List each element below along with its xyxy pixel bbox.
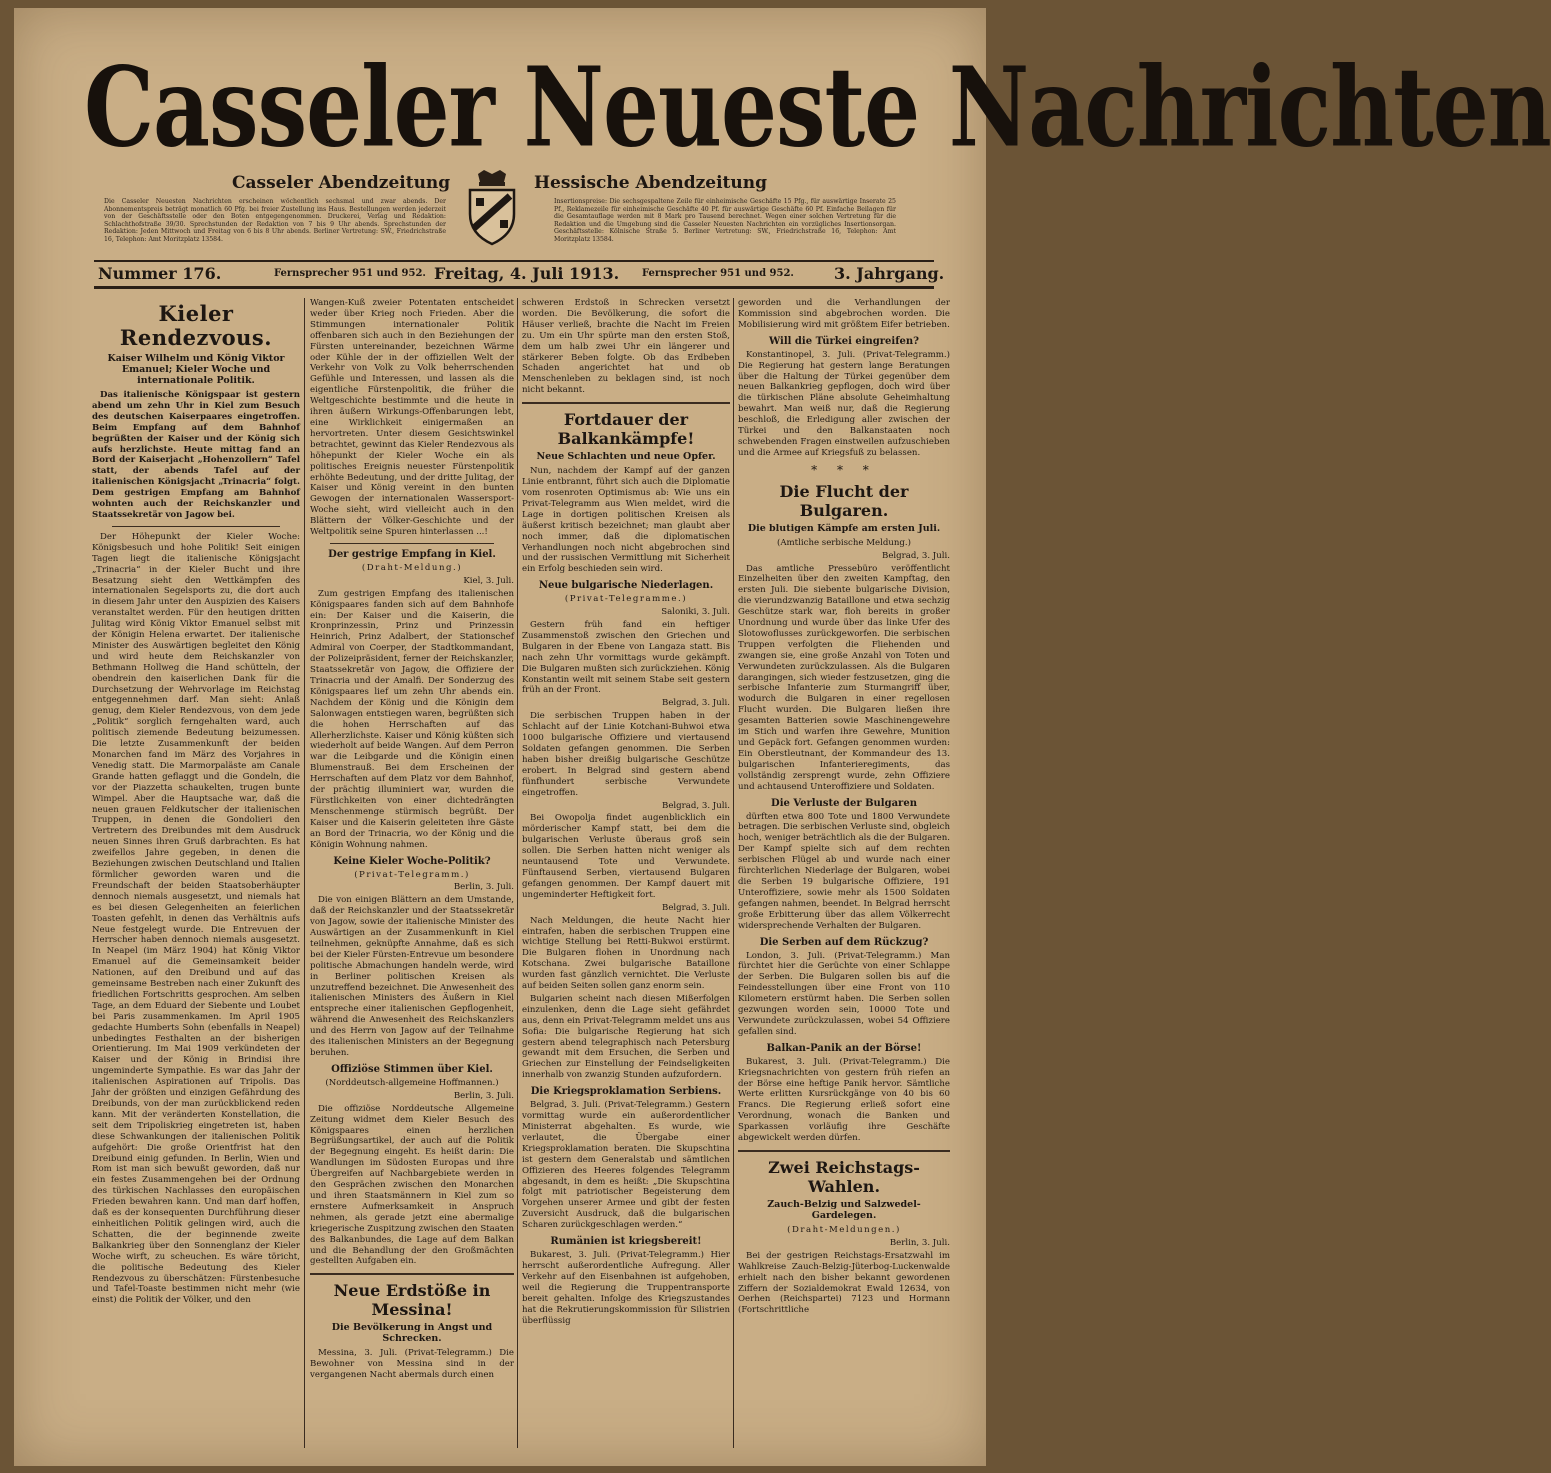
dateline: Berlin, 3. Juli. [889,1237,950,1248]
section-subhead: (Privat-Telegramme.) [564,594,688,605]
article-body: Zum gestrigen Empfang des italienischen Königspaares fanden sich auf dem Bahnhofe ein: Der Kaiser und die Kaiserin, die Kronprinzessin, Prinz und Prinzessin Heinrich, Prinz Adalbert, der Stationschef Admiral von Coerper, der Stadtkommandant, der Polizeipräsident, ferner der Reichskanzler, Staatssekretär von Jagow, die Offiziere der Trinacria und der Amalfi. Der Sonderzug des Königspaares lief um zehn Uhr abends ein. Nachdem der König und die Königin dem Salonwagen entstiegen waren, begrüßten sich die hohen Herrschaften auf das Allerherzlichste. Kaiser und König küßten sich wiederholt auf beide Wangen. Auf dem Perron war die Leibgarde und die Königin einen Blumenstrauß. Bei dem Erscheinen der Herrschaften auf dem Platz vor dem Bahnhof, der prächtig illuminiert war, wurden die Fürstlichkeiten von einer dichtedrängten Menschenmenge stürmisch begrüßt. Der Kaiser und die Kaiserin geleiteten ihre Gäste an Bord der Trinacria, wo der König und die Königin Wohnung nahmen. [310,588,514,850]
section-headline: Fortdauer der Balkankämpfe! [557,410,695,449]
section-subhead: (Draht-Meldungen.) [787,1225,901,1235]
divider [738,1150,950,1152]
divider [330,543,494,544]
article-body: Bei der gestrigen Reichstags-Ersatzwahl im Wahlkreise Zauch-Belzig-Jüterbog-Luckenwalde erhielt nach den bisher bekannt gewordenen Ziffern der Sozialdemokrat Ewald 12634, von Oerhen (Reichspartei) 7123 und Hormann (Fortschrittliche [738,1250,950,1316]
section-headline: Rumänien ist kriegsbereit! [550,1236,702,1248]
article-subhead: Kaiser Wilhelm und König Viktor Emanuel; Kieler Woche und internationale Politik. [107,353,285,386]
article-lead: Das italienische Königspaar ist gestern abend um zehn Uhr in Kiel zum Besuch des deutschen Kaiserpaares eingetroffen. Beim Empfang auf dem Bahnhof begrüßten der Kaiser und der König sich aufs herzlichste. Heute mittag fand an Bord der Kaiserjacht „Hohenzollern“ Tafel statt, der abends Tafel auf der italienischen Königsjacht „Trinacria“ folgt. Dem gestrigen Empfang am Bahnhof wohnten auch der Reichskanzler und Staatssekretär von Jagow bei. [92,390,300,520]
article-body: Bukarest, 3. Juli. (Privat-Telegramm.) Die Kriegsnachrichten von gestern früh riefen an der Börse eine heftige Panik hervor. Sämtliche Werte erlitten Kursrückgänge von 40 bis 60 Francs. Die Regierung erließ sofort eine Verordnung, wonach die Banken und Sparkassen vorläufig ihre Geschäfte abgewickelt werden dürfen. [738,1056,950,1144]
phone-right: Fernsprecher 951 und 952. [642,268,794,279]
subscription-info: Die Casseler Neuesten Nachrichten erscheinen wöchentlich sechsmal und zwar abends. Der Abonnementspreis beträgt monatlich 60 Pfg. bei freier Zustellung ins Haus. Bestellungen werden jederzeit von der Geschäftsstelle oder den Boten entgegengenommen. Druckerei, Verlag und Redaktion: Schlachthofstraße 39/30. Sprechstunden der Redaktion von 7 bis 9 Uhr abends. Sprechstunden der Redaktion: Jeden Mittwoch und Freitag von 6 bis 8 Uhr abends. Berliner Vertretung: SW., Friedrichstraße 16, Telephon: Amt Moritzplatz 13584. [104,198,446,243]
subtitle-right: Hessische Abendzeitung [534,173,768,193]
divider [112,526,280,527]
article-body: Wangen-Kuß zweier Potentaten entscheidet weder über Krieg noch Frieden. Aber die Stimmungen internationaler Politik offenbaren sich auch in den Beziehungen der Fürsten untereinander, bezeichnen Wärme oder Kühle der in der offiziellen Welt der Verkehr von Volk zu Volk beherrschenden Gefühle und Interessen, und lassen als die eigentliche Fürstenpolitik, die früher die Weltgeschichte bestimmte und die heute in ihren äußern Wirkungs-Offenbarungen lebt, eine Wirklichkeit einigermaßen an hervortreten. Unter diesem Gesichtswinkel betrachtet, gewinnt das Kieler Rendezvous als höhepunkt der Kieler Woche ein als politisches Ereignis neuester Fürstenpolitik erhöhte Bedeutung, und der dritte Julitag, der Kaiser und König vereint in den bunten Gewogen der internationalen Wassersport-Woche sieht, wird vielleicht auch in den Blättern der Völker-Geschichte und der Weltpolitik seine Spuren hinterlassen ...! [310,298,514,538]
article-headline: Kieler Rendezvous. [119,301,273,350]
phone-left: Fernsprecher 951 und 952. [274,268,426,279]
article-body: Die von einigen Blättern an dem Umstande, daß der Reichskanzler und der Staatssekretär von Jagow, sowie der italienische Minister des Auswärtigen an der Zusammenkunft in Kiel teilnehmen, geknüpfte Annahme, daß es sich bei der Kieler Fürsten-Entrevue um besondere politische Abmachungen handeln werde, wird in Berliner politischen Kreisen als unzutreffend bezeichnet. Die Anwesenheit des italienischen Ministers des Äußern in Kiel entspreche einer italienischen Gepflogenheit, während die Anwesenheit des Reichskanzlers und des Herrn von Jagow auf der Teilnahme des italienischen Ministers an der Begegnung beruhen. [310,895,514,1058]
divider [522,402,730,404]
section-headline: Neue Erdstöße in Messina! [333,1281,491,1320]
section-subhead: (Draht-Meldung.) [361,562,463,573]
article-body: Bulgarien scheint nach diesen Mißerfolgen einzulenken, denn die Lage sieht gefährdet aus, denn ein Privat-Telegramm meldet uns aus Sofia: Die bulgarische Regierung hat sich gestern abend telegraphisch nach Petersburg gewandt mit dem Ersuchen, die Serben und Griechen zur Einstellung der Feindseligkeiten innerhalb von zwanzig Stunden aufzufordern. [522,993,730,1081]
article-body: Gestern früh fand ein heftiger Zusammenstoß zwischen den Griechen und Bulgaren in der Ebene von Langaza statt. Bis nach zehn Uhr vormittags wurde gekämpft. Die Bulgaren mußten sich zurückziehen. König Konstantin weilt mit seinem Stabe seit gestern früh an der Front. [522,620,730,696]
dateline: Belgrad, 3. Juli. [662,800,730,811]
section-subhead: Die blutigen Kämpfe am ersten Juli. [747,522,941,534]
section-headline: Die Verluste der Bulgaren [771,797,917,809]
column-4 [738,298,950,1448]
article-body: Der Höhepunkt der Kieler Woche: Königsbesuch und hohe Politik! Seit einigen Tagen liegt die italienische Königsjacht „Trinacria“ in der Kieler Bucht und ihre Besatzung sieht den Wettkämpfen des internationalen Segelsports zu, die dort auch in diesem Jahr unter den Auspizien des Kaisers veranstaltet werden. Für den heutigen dritten Julitag wird König Viktor Emanuel selbst mit der Königin Helena erwartet. Der italienische Minister des Auswärtigen begleitet den König und wird heute dem Reichskanzler von Bethmann Hollweg die Hand schütteln, der obendrein den kaiserlichen Dank für die Durchsetzung der Wehrvorlage im Reichstag entgegennehmen darf. Man sieht: Anlaß genug, dem Kieler Rendezvous, von dem jede „Politik“ sorglich ferngehalten ward, auch politisch ziemende Bedeutung beizumessen. Die letzte Zusammenkunft der beiden Monarchen fand im März des Vorjahres in Venedig statt. Die Marmorpaläste am Canale Grande hatten geflaggt und die Gondeln, die vor der Piazzetta schaukelten, trugen bunte Wimpel. Aber die Hauptsache war, daß die neuen grauen Feldkutscher der italienischen Truppen, in denen die Gondolieri den Vertretern des Dreibundes mit dem Ausdruck neuen Sinnes ihren Gruß darbrachten. Es hat zweifellos Jahre gegeben, in denen die Beziehungen zwischen Deutschland und Italien förmlicher geworden waren und die Freundschaft der beiden Staatsoberhäupter dennoch niemals ausgesetzt, und niemals hat es bei diesen Gelegenheiten an feierlichen Toasten gefehlt, in denen das Verhältnis aufs Neue festgelegt wurde. Die Entrevuen der Herrscher haben dennoch niemals ausgesetzt. In Neapel (im März 1904) hat König Viktor Emanuel auf die Gemeinsamkeit beider Nationen, auf den Dreibund und auf das gemeinsame Bestreben nach einer Zukunft des friedlichen Fortschritts gesprochen. Am selben Tage, an dem Eduard der Siebente und Loubet bei Paris zusammenkamen. Im April 1905 gedachte Humberts Sohn (ebenfalls in Neapel) unbedingtes Festhalten an der bisherigen Orientierung. Im Mai 1909 verkündeten der Kaiser und der König in Brindisi ihre ungeminderte Sympathie. Es war das Jahr der italienischen Aspirationen auf Tripolis. Das Jahr der größten und einzigen Gefährdung des Dreibunds, von der man zurückblickend reden kann. Mit der veränderten Konstellation, die seit dem Tripoliskrieg eingetreten ist, haben diese Schwankungen der italienischen Politik aufgehört: Die große Orientfrist hat den Dreibund einig gefunden. In Berlin, Wien und Rom ist man sich bewußt geworden, daß nur ein festes Zusammengehen bei der Ordnung des türkischen Nachlasses den europäischen Frieden bewahren kann. Und man darf hoffen, daß es der konsequenten Durchführung dieser einheitlichen Politik gelingen wird, auch die Schatten, die der beginnende zweite Balkankrieg über den Sonnenglanz der Kieler Woche wirft, zu scheuchen. Es wäre töricht, die politische Bedeutung des Kieler Rendezvous zu überschätzen: Fürstenbesuche und Tafel-Toaste bestimmen nicht mehr (wie einst) die Politik der Völker, und den [92,531,300,1306]
article-body: Das amtliche Pressebüro veröffentlicht Einzelheiten über den zweiten Kampftag, den ersten Juli. Die siebente bulgarische Division, die vierundzwanzig Bataillone und etwa sechzig Geschütze stark war, floh bereits in großer Unordnung und wurde über das linke Ufer des Slotowoflusses zurückgeworfen. Die serbischen Truppen verfolgten die Fliehenden und zwangen sie, eine große Anzahl von Toten und Verwundeten zurückzulassen. Als die Bulgaren darangingen, sich wieder festzusetzen, ging die serbische Infanterie zum Sturmangriff über, wodurch die Bulgaren in einer regellosen Flucht wurden. Die Bulgaren ließen ihre gesamten Batterien sowie Maschinengewehre im Stich und warfen ihre Gewehre, Munition und Gepäck fort. Gefangen genommen wurden: Ein Oberstleutnant, der Kommandeur des 13. bulgarischen Infanterieregiments, das vollständig zersprengt wurde, zehn Offiziere und achtausend Unteroffiziere und Soldaten. [738,563,950,792]
divider [310,1273,514,1275]
article-body: Bei Owopolja findet augenblicklich ein mörderischer Kampf statt, bei dem die bulgarischen Verluste überaus groß sein sollen. Die Serben hatten nicht weniger als neuntausend Tote und Verwundete. Fünftausend Serben, viertausend Bulgaren gefangen genommen. Der Kampf dauert mit ungeminderter Heftigkeit fort. [522,813,730,900]
column-rule [517,298,518,1448]
newspaper-page [14,8,1551,1466]
article-body: London, 3. Juli. (Privat-Telegramm.) Man fürchtet hier die Gerüchte von einer Schlappe der Serben. Die Bulgaren sollen bis auf die Feindesstellungen über eine Front von 110 Kilometern erstürmt haben. Die Serben sollen gezwungen worden sein, 10000 Tote und Verwundete zurückzulassen, wobei 54 Offiziere gefallen sind. [738,950,950,1037]
section-headline: Die Serben auf dem Rückzug? [759,936,929,948]
issue-rule-bottom [94,286,934,289]
dateline: Belgrad, 3. Juli. [662,902,730,913]
column-3 [522,298,730,1448]
section-headline: Will die Türkei eingreifen? [769,335,919,347]
advertising-info: Insertionspreise: Die sechsgespaltene Zeile für einheimische Geschäfte 15 Pfg., für auswärtige Inserate 25 Pf., Reklamezeile für einheimische Geschäfte 40 Pf. für auswärtige Geschäfte 60 Pf. Einfache Beilagen für die Gesamtauflage werden mit 8 Mark pro Tausend berechnet. Wegen einer solchen Vertretung für die Redaktion und die Umgebung sind die Casseler Neuesten Nachrichten ein vorzügliches Insertionsorgan. Geschäftsstelle: Kölnische Straße 5. Berliner Vertretung: SW., Friedrichstraße 16, Telephon: Amt Moritzplatz 13584. [554,198,896,243]
article-body: Die offiziöse Norddeutsche Allgemeine Zeitung widmet dem Kieler Besuch des Königspaares einen herzlichen Begrüßungsartikel, der auch auf die Politik der Begegnung eingeht. Es heißt darin: Die Wandlungen im Südosten Europas und ihre Übergreifen auf Nachbargebiete werden in den Gesprächen zwischen den Monarchen und ihren Staatsmännern in Kiel zum so ernstere Aufmerksamkeit in Anspruch nehmen, als gerade jetzt eine abermalige kriegerische Zuspitzung zwischen den Staaten des Balkanbundes, die Lage auf dem Balkan und die Behandlung der den Großmächten gestellten Aufgaben ein. [310,1103,514,1267]
section-subhead: Die Bevölkerung in Angst und Schrecken. [331,1322,493,1345]
article-body: Nun, nachdem der Kampf auf der ganzen Linie entbrannt, führt sich auch die Diplomatie vom rosenroten Optimismus ab: Wie uns ein Privat-Telegramm aus Wien meldet, wird die Lage in dortigen politischen Kreisen als äußerst kritisch bezeichnet; man glaubt aber noch immer, daß die diplomatischen Verhandlungen noch nicht abgebrochen sind und der russischen Vermittlung mit Sicherheit ein Erfolg beschieden sein wird. [522,466,730,575]
section-subhead: (Privat-Telegramm.) [354,869,470,880]
issue-number: Nummer 176. [98,264,222,283]
section-headline: Die Kriegsproklamation Serbiens. [530,1086,722,1098]
article-body: Nach Meldungen, die heute Nacht hier eintrafen, haben die serbischen Truppen eine wichtige Stellung bei Retti-Bukwoi erstürmt. Die Bulgaren flohen in Unordnung nach Kotschana. Zwei bulgarische Bataillone wurden fast gänzlich vernichtet. Die Verluste auf beiden Seiten sollen ganz enorm sein. [522,915,730,992]
coat-of-arms-icon [464,168,520,246]
section-headline: Offiziöse Stimmen über Kiel. [331,1063,493,1075]
column-rule [304,298,305,1448]
issue-date: Freitag, 4. Juli 1913. [434,264,620,283]
dateline: Saloniki, 3. Juli. [661,607,730,618]
section-subhead: (Amtliche serbische Meldung.) [776,537,912,548]
section-subhead: Neue Schlachten und neue Opfer. [536,451,716,463]
column-1 [92,298,300,1448]
subtitle-left: Casseler Abendzeitung [232,173,451,193]
article-body: Konstantinopel, 3. Juli. (Privat-Telegramm.) Die Regierung hat gestern lange Beratungen über die Haltung der Türkei gegenüber dem neuen Balkankrieg gepflogen, doch wird über die türkischen Pläne absolute Geheimhaltung bewahrt. Man weiß nur, daß die Regierung beschloß, die Erledigung aller zwischen der Türkei und den Balkanstaaten noch schwebenden Fragen einstweilen aufzuschieben und die Armee auf Kriegsfuß zu belassen. [738,349,950,458]
article-body: Bukarest, 3. Juli. (Privat-Telegramm.) Hier herrscht außerordentliche Aufregung. Aller Verkehr auf den Eisenbahnen ist aufgehoben, weil die Regierung die Truppentransporte bereit gehalten. Infolge des Kriegszustandes hat die Rekrutierungskommission für Silistrien überflüssig [522,1250,730,1326]
column-2 [310,298,514,1448]
section-headline: Der gestrige Empfang in Kiel. [328,548,496,560]
article-body: Belgrad, 3. Juli. (Privat-Telegramm.) Gestern vormittag wurde ein außerordentlicher Ministerrat abgehalten. Es wurde, wie verlautet, die Übergabe einer Kriegsproklamation beraten. Die Skupschtina ist gestern dem Generalstab und sämtlichen Offizieren des Heeres folgendes Telegramm abgesandt, in dem es heißt: „Die Skupschtina folgt mit patriotischer Begeisterung dem Vorgehen unserer Armee und gibt der festen Zuversicht Ausdruck, daß die bulgarischen Scharen zurückgeschlagen werden.“ [522,1100,730,1231]
article-body: schweren Erdstoß in Schrecken versetzt worden. Die Bevölkerung, die sofort die Häuser verließ, brachte die Nacht im Freien zu. Um ein Uhr spürte man den ersten Stoß, dem um halb zwei Uhr ein längerer und stärkerer Beben folgte. Ob das Erdbeben Schaden angerichtet hat und ob Menschenleben zu beklagen sind, ist noch nicht bekannt. [522,298,730,396]
article-body: Die serbischen Truppen haben in der Schlacht auf der Linie Kotchani-Buhwoi etwa 1000 bulgarische Offiziere und viertausend Soldaten gefangen genommen. Die Serben haben bisher dreißig bulgarische Geschütze erobert. In Belgrad sind gestern abend fünfhundert serbische Verwundete eingetroffen. [522,711,730,798]
issue-bar [94,264,945,284]
section-headline: Zwei Reichstags-Wahlen. [768,1158,920,1196]
section-separator: * * * [811,462,877,477]
article-body: dürften etwa 800 Tote und 1800 Verwundete betragen. Die serbischen Verluste sind, obgleich hoch, weniger beträchtlich als die der Bulgaren. Der Kampf spielte sich auf dem rechten serbischen Flügel ab und wurde nach einer fürchterlichen Niederlage der Bulgaren, wobei die Serben 19 bulgarische Offiziere, 191 Unteroffiziere, sowie mehr als 1500 Soldaten gefangen nahmen, beendet. In Belgrad herrscht große Erbitterung über das allem Völkerrecht widersprechende Verhalten der Bulgaren. [738,811,950,931]
column-rule [733,298,734,1448]
article-body: geworden und die Verhandlungen der Kommission sind abgebrochen worden. Die Mobilisierung wird mit größtem Eifer betrieben. [738,298,950,330]
issue-rule-top [94,260,934,262]
section-headline: Neue bulgarische Niederlagen. [538,580,714,592]
article-body: Messina, 3. Juli. (Privat-Telegramm.) Die Bewohner von Messina sind in der vergangenen Nacht abermals durch einen [310,1348,514,1381]
section-subhead: Zauch-Belzig und Salzwedel-Gardelegen. [767,1199,921,1221]
section-headline: Balkan-Panik an der Börse! [766,1042,922,1054]
newspaper-title: Casseler Neueste Nachrichten [84,41,1551,172]
dateline: Belgrad, 3. Juli. [882,550,950,561]
dateline: Berlin, 3. Juli. [453,882,514,893]
section-subhead: (Norddeutsch-allgemeine Hoffmannen.) [325,1077,499,1088]
section-headline: Die Flucht der Bulgaren. [779,481,909,520]
dateline: Kiel, 3. Juli. [463,575,514,586]
section-headline: Keine Kieler Woche-Politik? [333,855,491,867]
issue-year: 3. Jahrgang. [834,264,945,283]
dateline: Belgrad, 3. Juli. [662,698,730,709]
dateline: Berlin, 3. Juli. [453,1090,514,1101]
